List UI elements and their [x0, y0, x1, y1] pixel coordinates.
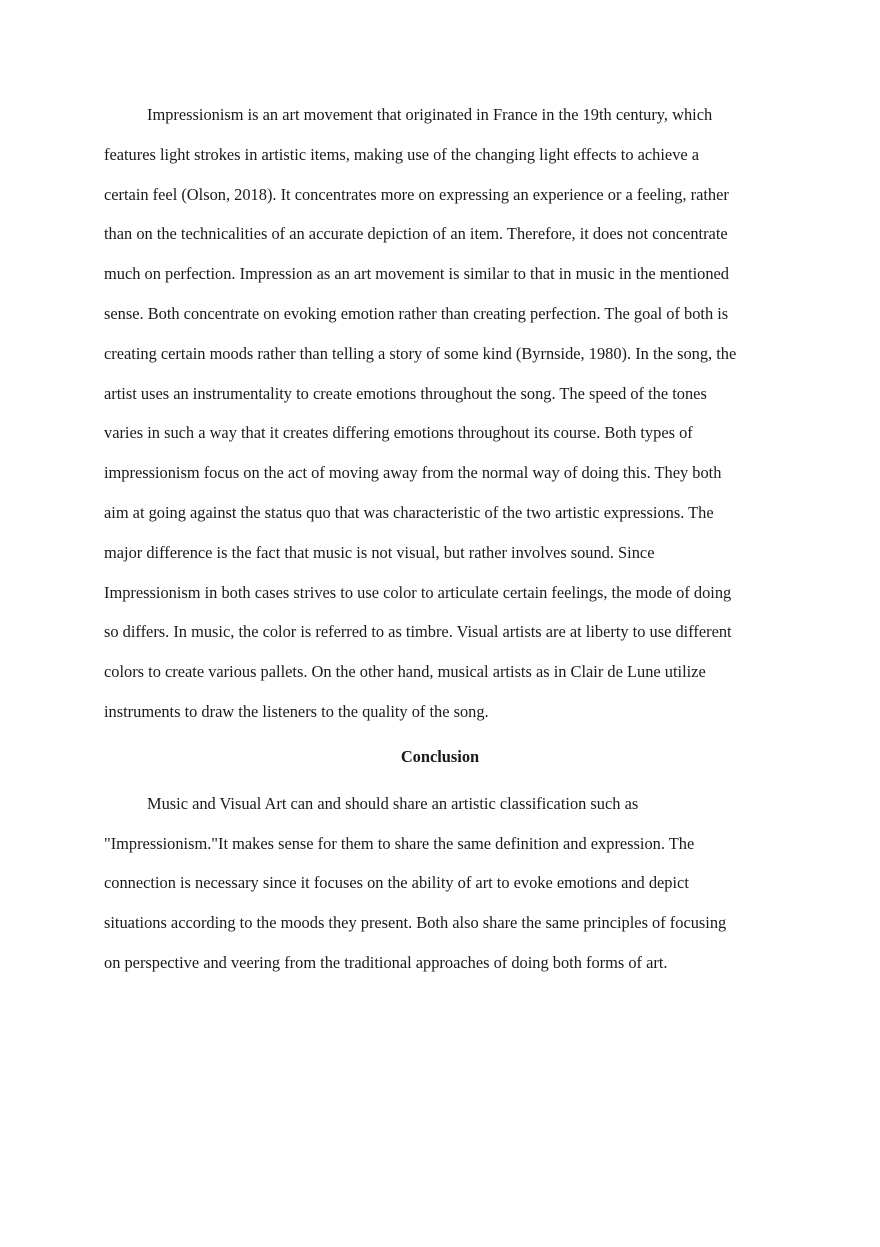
- body-paragraph-2: [104, 784, 776, 983]
- paragraph-line: Impressionism is an art movement that originated in France in the 19th century, which: [147, 105, 713, 124]
- paragraph-line: "Impressionism."It makes sense for them to share the same definition and expression. The: [104, 833, 695, 853]
- paragraph-line: creating certain moods rather than telling a story of some kind (Byrnside, 1980). In the song, the: [104, 343, 737, 363]
- paragraph-line: much on perfection. Impression as an art movement is similar to that in music in the mentioned: [104, 264, 729, 284]
- paragraph-line: than on the technicalities of an accurate depiction of an item. Therefore, it does not concentrate: [104, 224, 728, 244]
- paragraph-line: connection is necessary since it focuses on the ability of art to evoke emotions and depict: [104, 873, 689, 893]
- paragraph-line: on perspective and veering from the traditional approaches of doing both forms of art.: [104, 952, 668, 972]
- paragraph-line: certain feel (Olson, 2018). It concentrates more on expressing an experience or a feeling, rather: [104, 184, 729, 204]
- paragraph-line: situations according to the moods they present. Both also share the same principles of focusing: [104, 913, 727, 933]
- paragraph-line: sense. Both concentrate on evoking emotion rather than creating perfection. The goal of both is: [104, 303, 729, 323]
- paragraph-line: so differs. In music, the color is referred to as timbre. Visual artists are at liberty to use different: [104, 622, 732, 642]
- paragraph-line: instruments to draw the listeners to the quality of the song.: [104, 701, 489, 721]
- paragraph-line: Music and Visual Art can and should share an artistic classification such as: [147, 793, 639, 813]
- paragraph-line: impressionism focus on the act of moving away from the normal way of doing this. They both: [104, 463, 722, 483]
- paragraph-line: aim at going against the status quo that was characteristic of the two artistic expressions. The: [104, 502, 714, 522]
- document-page: [104, 95, 776, 983]
- paragraph-line: major difference is the fact that music is not visual, but rather involves sound. Since: [104, 542, 655, 562]
- body-paragraph-1: [104, 95, 776, 732]
- paragraph-line: artist uses an instrumentality to create emotions throughout the song. The speed of the tones: [104, 383, 707, 403]
- paragraph-line: colors to create various pallets. On the other hand, musical artists as in Clair de Lune utilize: [104, 662, 706, 682]
- paragraph-line: features light strokes in artistic items, making use of the changing light effects to achieve a: [104, 144, 700, 164]
- paragraph-line: varies in such a way that it creates differing emotions throughout its course. Both types of: [104, 423, 693, 443]
- conclusion-heading: Conclusion: [400, 746, 480, 766]
- paragraph-line: Impressionism in both cases strives to use color to articulate certain feelings, the mode of doing: [104, 582, 732, 602]
